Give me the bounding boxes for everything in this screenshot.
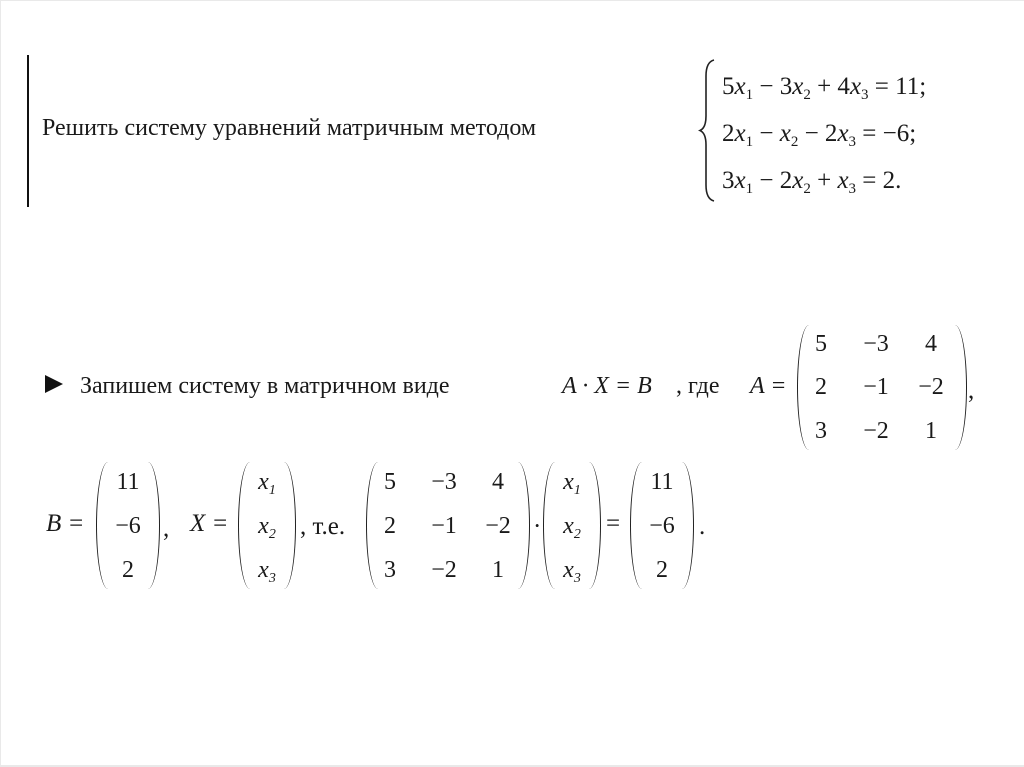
matrix-a-product-cell: −2 (485, 513, 511, 539)
matrix-b-product-right-paren (681, 462, 694, 589)
matrix-a-product-cell: 2 (384, 513, 396, 539)
system-brace (698, 58, 718, 203)
matrix-x-label: X = (190, 510, 229, 537)
matrix-a-cell: 2 (815, 374, 827, 400)
matrix-x-right-paren (283, 462, 296, 589)
matrix-x (238, 462, 296, 589)
matrix-x-product-cell: $x_3$ (563, 557, 581, 586)
matrix-b (96, 462, 160, 589)
matrix-b-product-cell: 2 (656, 557, 668, 583)
equation-3: $3x_1 - 2x_2 + x_3 = 2$. (722, 167, 902, 197)
matrix-a-label: A = (750, 373, 787, 399)
matrix-equation: A · X = B (562, 373, 652, 399)
matrix-b-product-left-paren (630, 462, 643, 589)
multiply-dot: · (533, 513, 542, 540)
task-prefix: Решить систему уравнений матричным методом (42, 115, 537, 141)
matrix-a-product-cell: −2 (431, 557, 457, 583)
matrix-b-right-paren (147, 462, 160, 589)
pointer-arrow-icon (45, 375, 63, 393)
matrix-a-comma: , (968, 377, 975, 404)
matrix-a-product-left-paren (366, 462, 379, 589)
matrix-b-cell: 11 (116, 469, 140, 495)
matrix-x-cell: $x_1$ (258, 469, 276, 498)
matrix-a (797, 325, 967, 450)
matrix-x-product-cell: $x_1$ (563, 469, 581, 498)
equation-2: $2x_1 - x_2 - 2x_3 = -6$; (722, 120, 917, 150)
matrix-a-cell: 1 (925, 418, 937, 444)
matrix-a-cell: 3 (815, 418, 827, 444)
slide-border-left (0, 0, 1, 767)
matrix-b-product-cell: 11 (650, 469, 674, 495)
matrix-b-product-cell: −6 (649, 513, 675, 539)
matrix-a-product-cell: −3 (431, 469, 457, 495)
matrix-a-product-cell: 3 (384, 557, 396, 583)
where-text: , где (676, 373, 720, 399)
solution-lead-text: Запишем систему в матричном виде (80, 373, 450, 399)
matrix-a-cell: −2 (863, 418, 889, 444)
matrix-x-product-left-paren (543, 462, 556, 589)
separator-comma: , (163, 515, 170, 542)
matrix-a-product-cell: 1 (492, 557, 504, 583)
matrix-a-right-paren (954, 325, 967, 450)
ie-text: , т.е. (300, 513, 346, 540)
matrix-x-product-cell: $x_2$ (563, 513, 581, 542)
slide-border-top (0, 0, 1024, 1)
matrix-x-product (543, 462, 601, 589)
matrix-a-cell: 5 (815, 331, 827, 357)
matrix-a-product-right-paren (517, 462, 530, 589)
equals-sign: = (606, 510, 621, 537)
matrix-b-product (630, 462, 694, 589)
equation-1: $5x_1 - 3x_2 + 4x_3 = 11$; (722, 73, 927, 103)
matrix-b-label: B = (46, 510, 85, 537)
matrix-b-cell: −6 (115, 513, 141, 539)
matrix-x-cell: $x_2$ (258, 513, 276, 542)
matrix-a-cell: 4 (925, 331, 937, 357)
matrix-b-cell: 2 (122, 557, 134, 583)
matrix-a-cell: −2 (918, 374, 944, 400)
matrix-x-cell: $x_3$ (258, 557, 276, 586)
matrix-a-product (366, 462, 530, 589)
matrix-a-left-paren (797, 325, 810, 450)
task-margin-bar (27, 55, 29, 207)
final-period: . (699, 513, 706, 540)
matrix-a-product-cell: 5 (384, 469, 396, 495)
matrix-x-product-right-paren (588, 462, 601, 589)
matrix-a-product-cell: −1 (431, 513, 457, 539)
matrix-a-cell: −1 (863, 374, 889, 400)
matrix-x-left-paren (238, 462, 251, 589)
matrix-a-cell: −3 (863, 331, 889, 357)
matrix-b-left-paren (96, 462, 109, 589)
matrix-a-product-cell: 4 (492, 469, 504, 495)
